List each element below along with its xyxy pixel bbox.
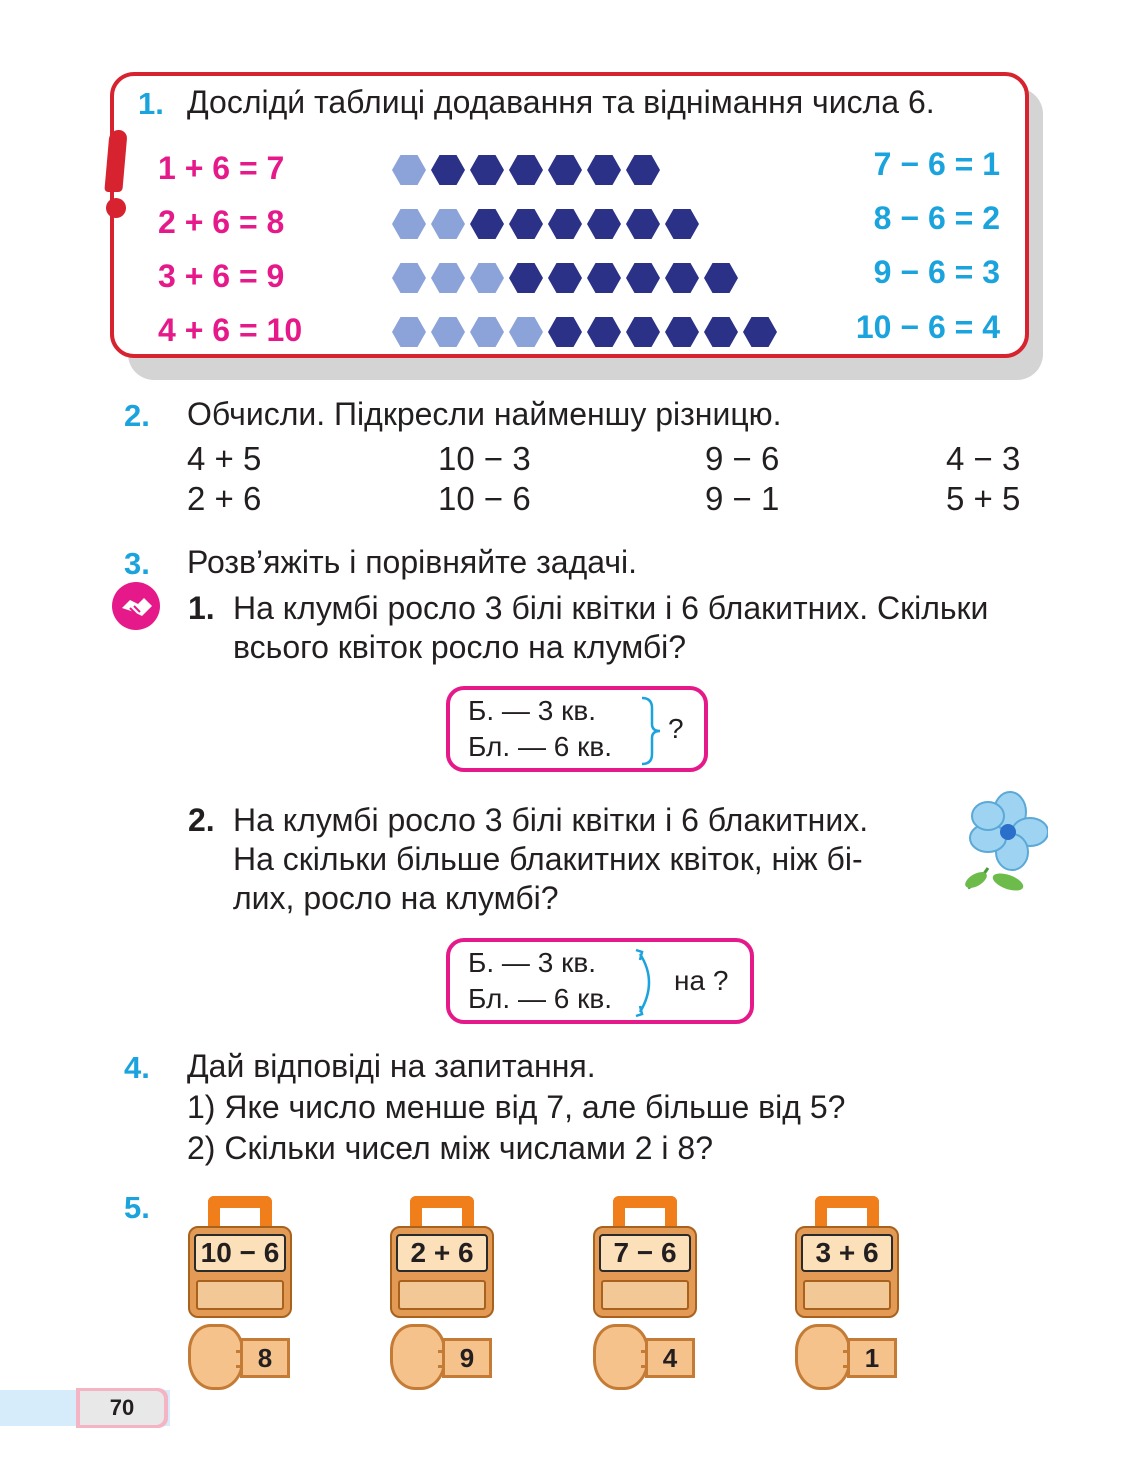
add-equation: 3 + 6 = 9 [158,258,285,294]
note-line: Бл. — 6 кв. [468,731,612,762]
problem2-number: 2. [188,802,215,838]
expression: 10 − 6 [438,480,531,517]
task3-number: 3. [124,546,150,581]
dark-hexagon [626,155,660,185]
short-note-box-1 [446,686,708,772]
keyhole-plate [196,1280,284,1310]
problem1-number: 1. [188,590,215,626]
expression: 4 + 5 [187,440,262,477]
dark-hexagon [743,317,777,347]
dark-hexagon [431,155,465,185]
sub-equation: 10 − 6 = 4 [855,309,1000,345]
problem1-line1: На клумбі росло 3 білі квітки і 6 блакитних. Скільки [233,590,989,626]
light-hexagon [470,263,504,293]
sub-equation: 7 − 6 = 1 [873,146,1000,182]
hexagon-row [392,209,699,239]
page-number: 70 [80,1391,164,1425]
lock-icon [390,1226,494,1318]
keyhole-plate [601,1280,689,1310]
lock-icon [795,1226,899,1318]
dark-hexagon [587,155,621,185]
flower-icon [958,788,1048,898]
dark-hexagon [548,209,582,239]
dark-hexagon [509,155,543,185]
lock-key-pair [188,1196,298,1386]
task3-title: Розв’яжіть і порівняйте задачі. [187,544,638,580]
key-number: 1 [847,1338,897,1378]
dark-hexagon [626,209,660,239]
task4-number: 4. [124,1050,150,1085]
lock-expression: 2 + 6 [396,1234,488,1272]
light-hexagon [392,209,426,239]
dark-hexagon [665,209,699,239]
keyhole-plate [803,1280,891,1310]
light-hexagon [431,209,465,239]
sub-equation: 9 − 6 = 3 [873,254,1000,290]
short-note-box-2 [446,938,754,1024]
task5-number: 5. [124,1190,150,1225]
key-number: 8 [240,1338,290,1378]
add-equation: 4 + 6 = 10 [158,312,303,348]
task2-title: Обчисли. Підкресли найменшу різницю. [187,396,782,432]
light-hexagon [509,317,543,347]
dark-hexagon [548,155,582,185]
expression: 10 − 3 [438,440,531,477]
key-icon[interactable] [188,1324,298,1394]
dark-hexagon [626,317,660,347]
lock-icon [188,1226,292,1318]
hexagon-row [392,317,777,347]
dark-hexagon [548,317,582,347]
problem2-line2: На скільки більше блакитних квіток, ніж бі- [233,841,863,877]
key-icon[interactable] [390,1324,500,1394]
expression: 9 − 6 [705,440,780,477]
double-arrow-icon [634,946,662,1020]
curly-brace-icon [638,696,662,766]
lock-icon [593,1226,697,1318]
note-line: Бл. — 6 кв. [468,983,612,1014]
lock-key-pair [390,1196,500,1386]
dark-hexagon [665,317,699,347]
problem2-line1: На клумбі росло 3 білі квітки і 6 блакитних. [233,802,869,838]
dark-hexagon [665,263,699,293]
light-hexagon [392,155,426,185]
hexagon-row [392,263,738,293]
note-line: Б. — 3 кв. [468,947,596,978]
question-2: 2) Скільки чисел між числами 2 і 8? [187,1130,713,1166]
expression: 9 − 1 [705,480,780,517]
dark-hexagon [587,263,621,293]
dark-hexagon [509,209,543,239]
dark-hexagon [470,209,504,239]
add-equation: 2 + 6 = 8 [158,204,285,240]
light-hexagon [470,317,504,347]
lock-expression: 7 − 6 [599,1234,691,1272]
dark-hexagon [509,263,543,293]
dark-hexagon [548,263,582,293]
exclamation-dot [106,198,126,218]
lock-key-pair [593,1196,703,1386]
keyhole-plate [398,1280,486,1310]
problem2-line3: лих, росло на клумбі? [233,880,559,916]
dark-hexagon [587,209,621,239]
key-number: 4 [645,1338,695,1378]
expression: 2 + 6 [187,480,262,517]
hexagon-row [392,155,660,185]
add-equation: 1 + 6 = 7 [158,150,285,186]
key-number: 9 [442,1338,492,1378]
task4-title: Дай відповіді на запитання. [187,1048,596,1084]
dark-hexagon [587,317,621,347]
task1-number: 1. [138,86,164,121]
question-1: 1) Яке число менше від 7, але більше від 5? [187,1089,846,1125]
light-hexagon [392,263,426,293]
dark-hexagon [626,263,660,293]
question-text: на ? [674,965,729,996]
lock-expression: 3 + 6 [801,1234,893,1272]
light-hexagon [392,317,426,347]
question-mark: ? [668,713,684,744]
light-hexagon [431,317,465,347]
problem1-line2: всього квіток росло на клумбі? [233,629,687,665]
lock-expression: 10 − 6 [194,1234,286,1272]
lock-key-pair [795,1196,905,1386]
task2-number: 2. [124,398,150,433]
dark-hexagon [704,263,738,293]
dark-hexagon [704,317,738,347]
note-line: Б. — 3 кв. [468,695,596,726]
sub-equation: 8 − 6 = 2 [873,200,1000,236]
light-hexagon [431,263,465,293]
key-icon[interactable] [795,1324,905,1394]
dark-hexagon [470,155,504,185]
expression: 5 + 5 [946,480,1021,517]
expression: 4 − 3 [946,440,1021,477]
pair-work-icon [112,582,160,630]
task1-title: Досліди́ таблиці додавання та віднімання числа 6. [187,84,935,120]
key-icon[interactable] [593,1324,703,1394]
